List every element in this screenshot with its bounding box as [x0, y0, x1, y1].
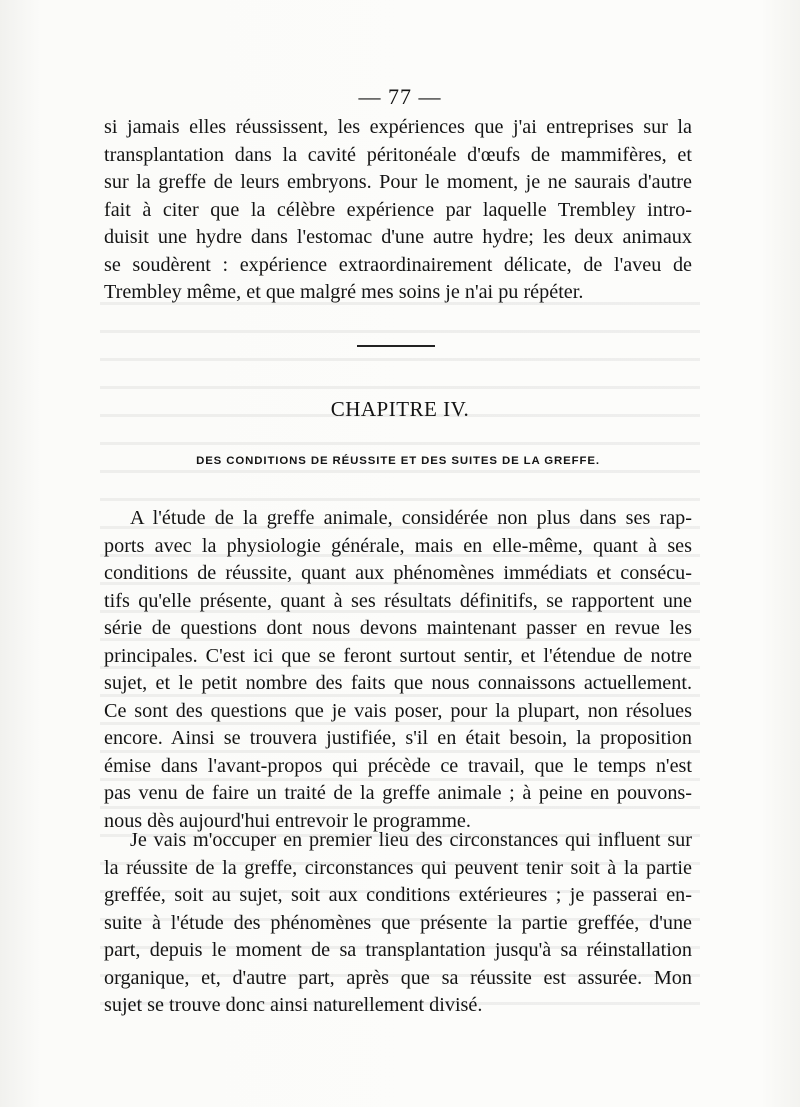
chapter-title: CHAPITRE IV. [330, 397, 470, 421]
text-line: émise dans l'avant-propos qui précède ce travail, que le temps n'est [104, 754, 692, 777]
text-line: greffée, soit au sujet, soit aux conditions extérieures ; je passerai en- [104, 884, 692, 906]
text-line: se soudèrent : expérience extraordinairement délicate, de l'aveu de [104, 253, 692, 276]
text-line: principales. C'est ici que se feront surtout sentir, et l'étendue de notre [104, 644, 692, 667]
paragraph-continued [104, 114, 692, 307]
text-line: transplantation dans la cavité péritonéale d'œufs de mammifères, et [104, 143, 692, 166]
page-number: — 77 — [358, 84, 442, 109]
text-line: nous dès aujourd'hui entrevoir le programme. [104, 809, 471, 832]
text-line: ports avec la physiologie générale, mais en elle-même, quant à ses [104, 534, 692, 557]
chapter-subtitle: DES CONDITIONS DE RÉUSSITE ET DES SUITES DE LA GREFFE. [196, 455, 600, 467]
text-line: A l'étude de la greffe animale, considérée non plus dans ses rap- [130, 507, 692, 529]
text-line: Ce sont des questions que je vais poser, pour la plupart, non résolues [104, 699, 692, 722]
text-line: Trembley même, et que malgré mes soins je n'ai pu répéter. [104, 281, 584, 303]
text-line: duisit une hydre dans l'estomac d'une autre hydre; les deux animaux [104, 226, 692, 248]
text-line: conditions de réussite, quant aux phénomènes immédiats et consécu- [104, 562, 692, 584]
text-line: organique, et, d'autre part, après que sa réussite est assurée. Mon [104, 966, 692, 989]
text-line: encore. Ainsi se trouvera justifiée, s'il en était besoin, la proposition [104, 727, 692, 749]
text-line: part, depuis le moment de sa transplantation jusqu'à sa réinstallation [104, 939, 692, 961]
text-line: sur la greffe de leurs embryons. Pour le moment, je ne saurais d'autre [104, 171, 692, 193]
text-line: tifs qu'elle présente, quant à ses résultats définitifs, se rapportent une [104, 589, 692, 612]
text-line: Je vais m'occuper en premier lieu des circonstances qui influent sur [130, 829, 692, 851]
text-line: fait à citer que la célèbre expérience par laquelle Trembley intro- [104, 198, 692, 221]
paragraph-plan [104, 827, 692, 1020]
text-line: suite à l'étude des phénomènes que présente la partie greffée, d'une [104, 911, 692, 934]
text-line: sujet, et le petit nombre des faits que nous connaissons actuellement. [104, 672, 692, 694]
text-line: la réussite de la greffe, circonstances qui peuvent tenir soit à la partie [104, 856, 692, 879]
section-divider [357, 345, 435, 347]
text-line: sujet se trouve donc ainsi naturellement divisé. [104, 994, 483, 1016]
text-line: pas venu de faire un traité de la greffe animale ; à peine en pouvons- [104, 782, 692, 804]
paragraph-intro [104, 505, 692, 835]
text-line: si jamais elles réussissent, les expériences que j'ai entreprises sur la [104, 116, 692, 138]
text-line: série de questions dont nous devons maintenant passer en revue les [104, 617, 692, 639]
